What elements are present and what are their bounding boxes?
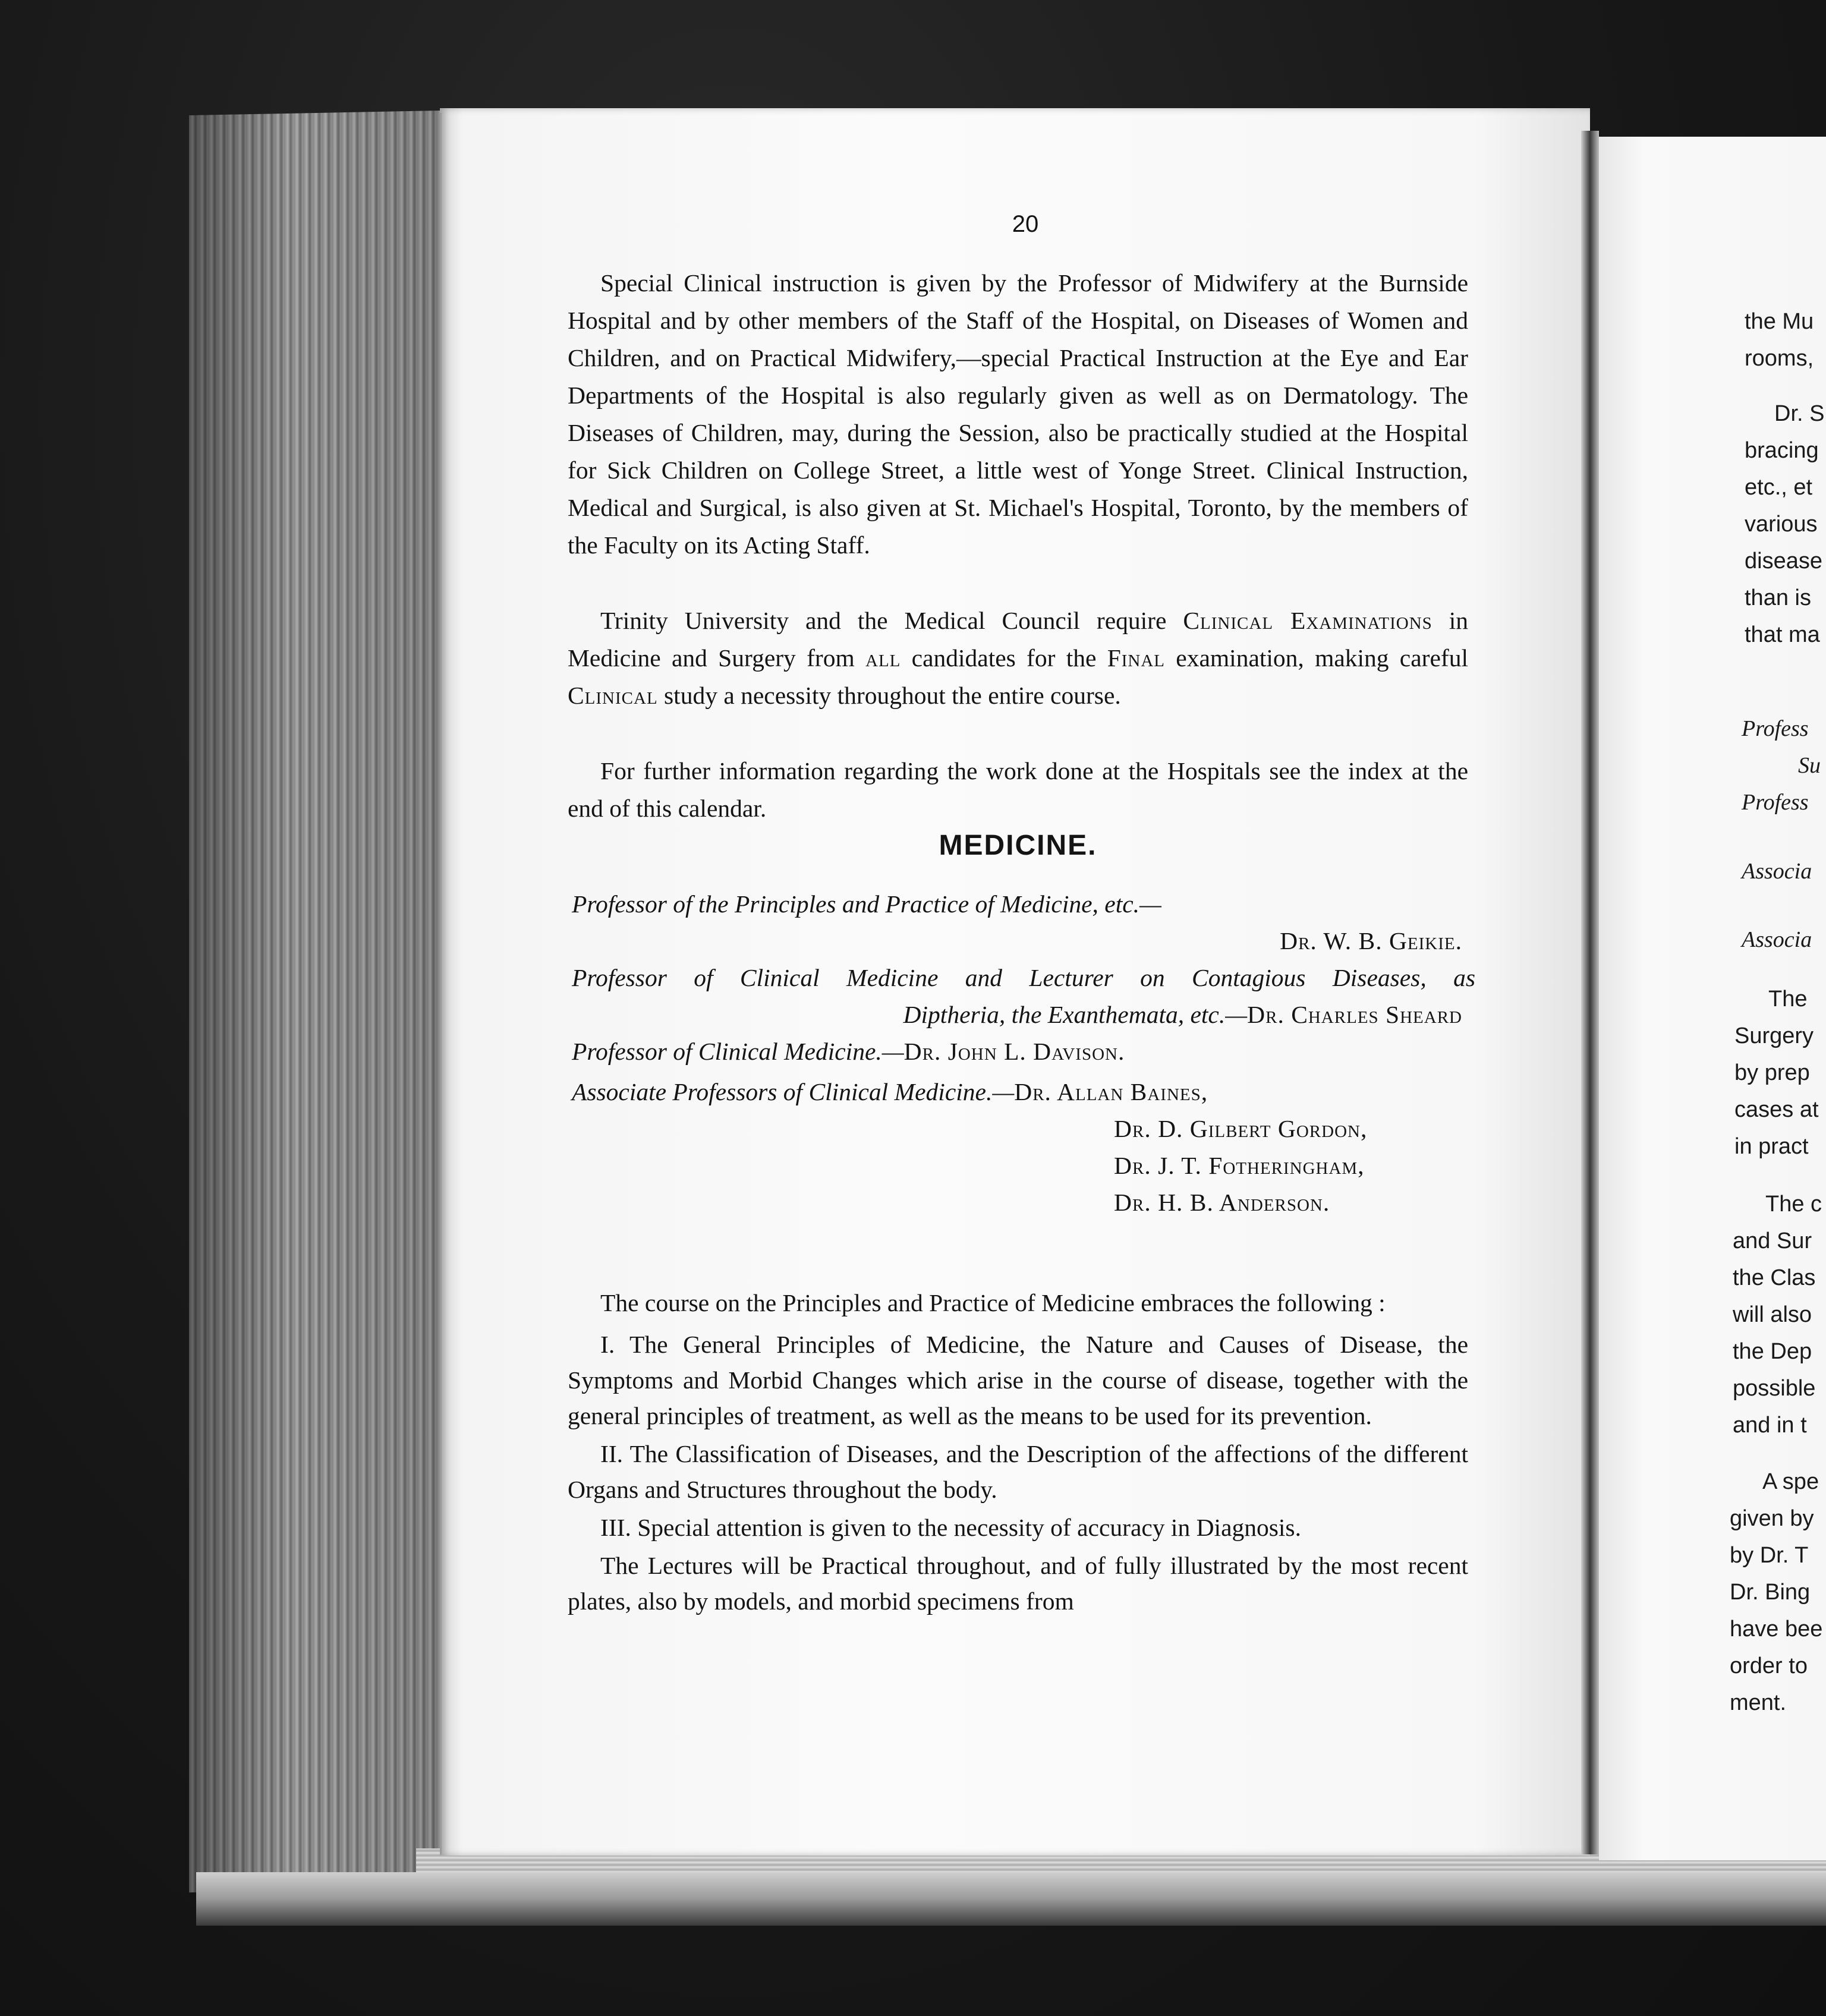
right-fragment: etc., et — [1745, 475, 1813, 500]
page-number: 20 — [1012, 211, 1039, 237]
right-fragment: disease — [1745, 549, 1822, 574]
staff-role-2-cont: Diptheria, the Exanthemata, etc.—Dr. Charles Sheard — [903, 1001, 1462, 1028]
right-fragment: Profess — [1742, 790, 1809, 815]
course-section — [568, 1285, 1468, 1619]
right-fragment: The c — [1765, 1192, 1822, 1217]
course-paragraph-i: I. The General Principles of Medicine, the Nature and Causes of Disease, the Symptoms and Morbid Changes which arise in the course of disease, together with the general principles of treatment, as well as the means to be used for its prevention. — [568, 1331, 1468, 1429]
staff-row-4 — [572, 1073, 1475, 1110]
clinical-text: Clinical — [568, 682, 658, 709]
right-fragment: ment. — [1730, 1690, 1787, 1715]
right-fragment: by prep — [1734, 1060, 1810, 1085]
right-page-text — [1599, 137, 1826, 1860]
book-edge-shadow — [189, 111, 445, 1892]
course-paragraph-intro: The course on the Principles and Practice of Medicine embraces the following : — [600, 1289, 1386, 1316]
intro-section — [568, 264, 1468, 564]
staff-name-1: Dr. W. B. Geikie. — [1280, 927, 1462, 955]
right-fragment: Su — [1798, 753, 1821, 778]
staff-list — [572, 886, 1475, 1221]
right-fragment: Associa — [1742, 927, 1812, 952]
course-paragraph-lectures: The Lectures will be Practical throughout, and of fully illustrated by the most recent plates, also by models, and morbid specimens from — [568, 1552, 1468, 1615]
right-fragment: in pract — [1734, 1134, 1809, 1159]
staff-name-4c: Dr. J. T. Fotheringham, — [1114, 1152, 1365, 1179]
right-fragment: that ma — [1745, 622, 1820, 647]
all-text: all — [865, 644, 901, 672]
right-fragment: and Sur — [1733, 1228, 1812, 1253]
clinical-examinations-text: Clinical Examinations — [1183, 607, 1433, 634]
right-fragment: will also — [1733, 1302, 1812, 1327]
right-fragment: and in t — [1733, 1413, 1807, 1438]
right-fragment: bracing — [1745, 438, 1819, 463]
final-text: Final — [1107, 644, 1166, 672]
staff-name-4d: Dr. H. B. Anderson. — [1114, 1189, 1330, 1216]
right-fragment: Profess — [1742, 716, 1809, 741]
intro-paragraph: Special Clinical instruction is given by the Professor of Midwifery at the Burnside Hospital and by other members of the Staff of the Hospital, on Diseases of Women and Children, and on Practical Midwifery,—special Practical Instruction at the Eye and Ear Departments of the Hospital is also regularly given as well as on Dermatology. The Diseases of Children, may, during the Session, also be practically studied at the Hospital for Sick Children on College Street, a little west of Yonge Street. Clinical Instruction, Medical and Surgical, is also given at St. Michael's Hospital, Toronto, by the members of the Faculty on its Acting Staff. — [568, 269, 1468, 559]
staff-role-4: Associate Professors of Clinical Medicine.— — [572, 1078, 1015, 1105]
right-fragment: the Clas — [1733, 1265, 1816, 1290]
staff-name-4b: Dr. D. Gilbert Gordon, — [1114, 1115, 1368, 1142]
right-fragment: the Mu — [1745, 309, 1814, 334]
staff-role-2a: Professor of Clinical Medicine and Lecturer on Contagious Diseases, as — [572, 964, 1475, 991]
staff-row-3 — [572, 1033, 1475, 1070]
staff-name-2: Dr. Charles Sheard — [1247, 1001, 1462, 1028]
book-cover-bottom — [196, 1872, 1826, 1926]
staff-role-3: Professor of Clinical Medicine.— — [572, 1038, 904, 1065]
right-fragment: given by — [1730, 1506, 1814, 1531]
right-fragment: Dr. S — [1774, 401, 1825, 426]
page-fold-line — [440, 113, 442, 1854]
right-fragment: various — [1745, 512, 1818, 537]
right-fragment: than is — [1745, 585, 1811, 610]
right-fragment: have bee — [1730, 1617, 1823, 1642]
exam-section — [568, 602, 1468, 714]
right-fragment: order to — [1730, 1653, 1808, 1678]
section-heading: MEDICINE. — [939, 830, 1097, 861]
right-fragment: possible — [1733, 1376, 1816, 1401]
staff-name-3: Dr. John L. Davison. — [903, 1038, 1125, 1065]
exam-paragraph: Trinity University and the Medical Council require Clinical Examinations in Medicine and Surgery from all candidates for the Final examination, making careful Clinical study a necessity throughout the entire course. — [568, 607, 1469, 709]
staff-name-4a: Dr. Allan Baines, — [1014, 1078, 1208, 1105]
book-gutter — [1581, 131, 1599, 1854]
further-info-section — [568, 752, 1468, 827]
right-fragment: the Dep — [1733, 1339, 1812, 1364]
further-info-paragraph: For further information regarding the work done at the Hospitals see the index at the end of this calendar. — [568, 757, 1468, 822]
right-fragment: Associa — [1742, 859, 1812, 884]
right-fragment: The — [1768, 987, 1808, 1012]
right-fragment: Dr. Bing — [1730, 1580, 1811, 1605]
right-fragment: cases at — [1734, 1097, 1819, 1122]
staff-role-1: Professor of the Principles and Practice of Medicine, etc.— — [572, 890, 1161, 918]
right-fragment: rooms, — [1745, 346, 1814, 371]
right-fragment: by Dr. T — [1730, 1543, 1809, 1568]
right-fragment: A spe — [1762, 1469, 1819, 1494]
course-paragraph-iii: III. Special attention is given to the necessity of accuracy in Diagnosis. — [600, 1514, 1301, 1541]
course-paragraph-ii: II. The Classification of Diseases, and the Description of the affections of the different Organs and Structures throughout the body. — [568, 1440, 1468, 1503]
right-fragment: Surgery — [1734, 1023, 1814, 1048]
